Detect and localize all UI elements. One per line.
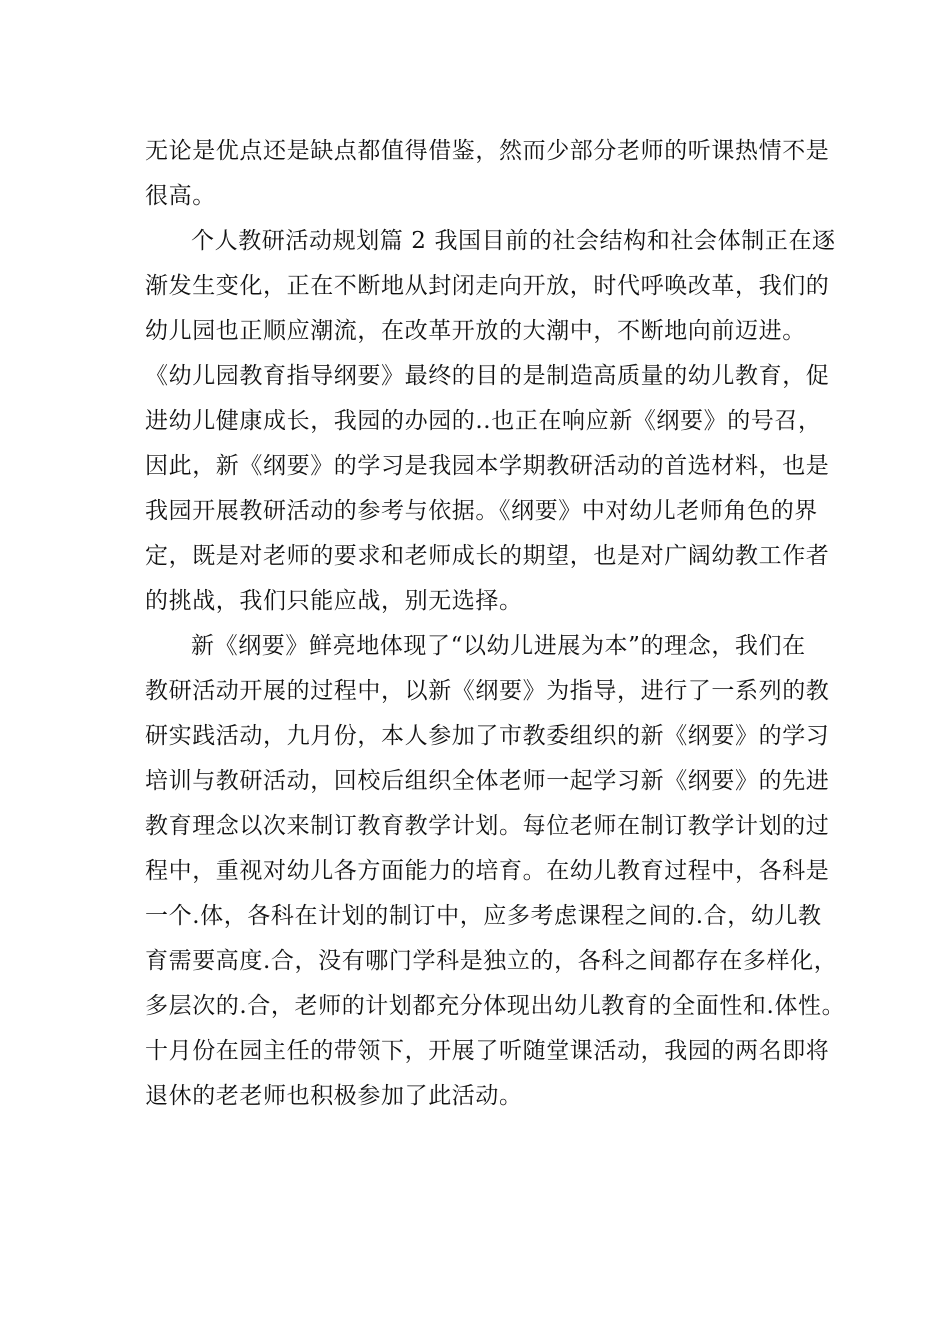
text-line: 因此，新《纲要》的学习是我园本学期教研活动的首选材料，也是 — [145, 453, 830, 479]
text-line: 多层次的.合，老师的计划都充分体现出幼儿教育的全面性和.体性。 — [145, 993, 846, 1019]
text-line: 程中，重视对幼儿各方面能力的培育。在幼儿教育过程中，各科是 — [145, 858, 830, 884]
paragraph-start-line: 新《纲要》鲜亮地体现了“以幼儿进展为本”的理念，我们在 — [191, 633, 806, 659]
text-line: 我园开展教研活动的参考与依据。《纲要》中对幼儿老师角色的界 — [145, 498, 818, 524]
text-line: 的挑战，我们只能应战，别无选择。 — [145, 588, 523, 614]
paragraph-start-line: 个人教研活动规划篇 2 我国目前的社会结构和社会体制正在逐 — [191, 228, 836, 254]
text-line: 定，既是对老师的要求和老师成长的期望，也是对广阔幼教工作者 — [145, 543, 830, 569]
text-line: 一个.体，各科在计划的制订中，应多考虑课程之间的.合，幼儿教 — [145, 903, 822, 929]
text-line: 无论是优点还是缺点都值得借鉴，然而少部分老师的听课热情不是 — [145, 138, 830, 164]
text-line: 教育理念以次来制订教育教学计划。每位老师在制订教学计划的过 — [145, 813, 830, 839]
text-line: 渐发生变化，正在不断地从封闭走向开放，时代呼唤改革，我们的 — [145, 273, 830, 299]
text-line: 进幼儿健康成长，我园的办园的..也正在响应新《纲要》的号召， — [145, 408, 822, 434]
text-line: 幼儿园也正顺应潮流，在改革开放的大潮中，不断地向前迈进。 — [145, 318, 806, 344]
body-text — [145, 129, 846, 1119]
text-line: 《幼儿园教育指导纲要》最终的目的是制造高质量的幼儿教育，促 — [145, 363, 830, 389]
text-line: 研实践活动，九月份，本人参加了市教委组织的新《纲要》的学习 — [145, 723, 830, 749]
text-line: 育需要高度.合，没有哪门学科是独立的，各科之间都存在多样化， — [145, 948, 838, 974]
text-line: 培训与教研活动，回校后组织全体老师一起学习新《纲要》的先进 — [145, 768, 830, 794]
text-line: 很高。 — [145, 183, 216, 209]
text-line: 十月份在园主任的带领下，开展了听随堂课活动，我园的两名即将 — [145, 1038, 830, 1064]
text-line: 教研活动开展的过程中，以新《纲要》为指导，进行了一系列的教 — [145, 678, 830, 704]
text-line: 退休的老老师也积极参加了此活动。 — [145, 1083, 523, 1109]
